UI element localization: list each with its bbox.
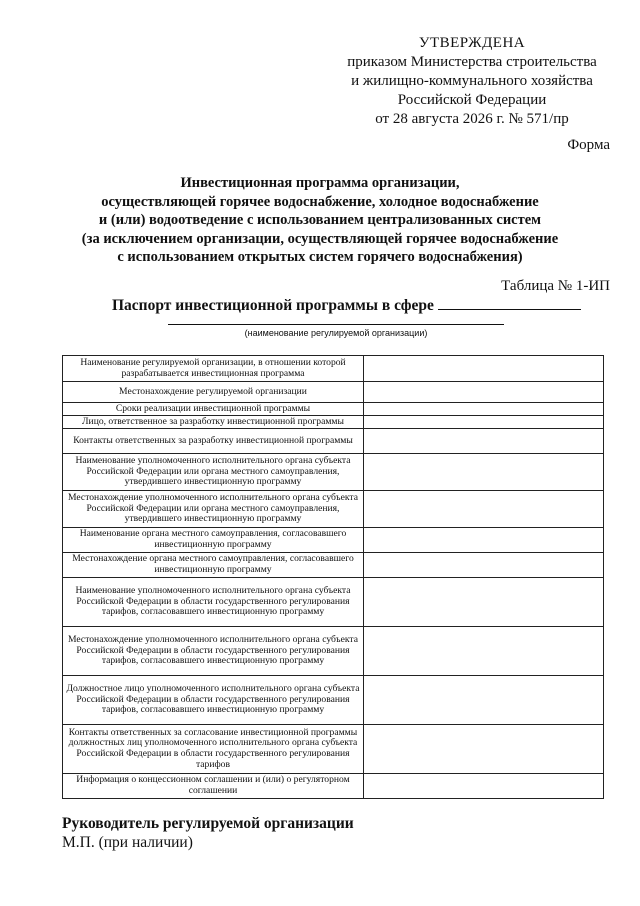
row-value[interactable] [364, 454, 604, 491]
passport-heading-text: Паспорт инвестиционной программы в сфере [112, 297, 434, 314]
row-label: Лицо, ответственное за разработку инвестиционной программы [63, 416, 364, 429]
form-label: Форма [567, 137, 610, 153]
row-value[interactable] [364, 553, 604, 578]
table-row [63, 676, 604, 725]
row-label: Наименование уполномоченного исполнительного органа субъекта Российской Федерации в области государственного регулирования тарифов, согласовавшего инвестиционную программу [63, 578, 364, 627]
row-label: Должностное лицо уполномоченного исполнительного органа субъекта Российской Федерации в области государственного регулирования тарифов, согласовавшего инвестиционную программу [63, 676, 364, 725]
table-row [63, 356, 604, 382]
stamp-note: М.П. (при наличии) [62, 834, 193, 851]
table-row [63, 454, 604, 491]
row-label: Местонахождение уполномоченного исполнительного органа субъекта Российской Федерации или органа местного самоуправления, утвердившего инвестиционную программу [63, 491, 364, 528]
row-value[interactable] [364, 403, 604, 416]
table-row [63, 416, 604, 429]
row-value[interactable] [364, 578, 604, 627]
table-row [63, 578, 604, 627]
title-line: с использованием открытых систем горячего водоснабжения) [117, 249, 523, 266]
row-label: Наименование органа местного самоуправления, согласовавшего инвестиционную программу [63, 528, 364, 553]
row-value[interactable] [364, 491, 604, 528]
organization-name-line [168, 324, 504, 325]
row-value[interactable] [364, 528, 604, 553]
approval-line: Российской Федерации [397, 92, 547, 108]
title-line: осуществляющей горячее водоснабжение, холодное водоснабжение [101, 193, 539, 210]
row-value[interactable] [364, 774, 604, 799]
row-value[interactable] [364, 627, 604, 676]
row-label: Контакты ответственных за согласование инвестиционной программы должностных лиц уполномоченного исполнительного органа субъекта Российской Федерации в области государственного регулирования тарифов [63, 725, 364, 774]
table-row [63, 627, 604, 676]
signature-head: Руководитель регулируемой организации [62, 815, 354, 832]
row-value[interactable] [364, 382, 604, 403]
approval-status: УТВЕРЖДЕНА [418, 35, 526, 51]
table-row [63, 725, 604, 774]
table-row [63, 528, 604, 553]
title-line: Инвестиционная программа организации, [180, 175, 460, 191]
approval-line: и жилищно-коммунального хозяйства [351, 73, 593, 89]
table-number: Таблица № 1-ИП [501, 278, 610, 294]
passport-heading [112, 295, 581, 315]
row-value[interactable] [364, 725, 604, 774]
table-row [63, 403, 604, 416]
row-value[interactable] [364, 429, 604, 454]
table-row [63, 382, 604, 403]
row-label: Наименование уполномоченного исполнительного органа субъекта Российской Федерации или органа местного самоуправления, утвердившего инвестиционную программу [63, 454, 364, 491]
table-row [63, 491, 604, 528]
row-value[interactable] [364, 676, 604, 725]
passport-table [62, 355, 604, 799]
title-line: и (или) водоотведение с использованием централизованных систем [98, 212, 542, 229]
table-row [63, 774, 604, 799]
approval-date: от 28 августа 2026 г. № 571/пр [375, 111, 569, 127]
row-label: Местонахождение регулируемой организации [63, 382, 364, 403]
title-line: (за исключением организации, осуществляющей горячее водоснабжение [81, 230, 559, 247]
approval-block [322, 34, 622, 129]
row-label: Сроки реализации инвестиционной программы [63, 403, 364, 416]
organization-name-hint: (наименование регулируемой организации) [244, 328, 428, 338]
row-label: Наименование регулируемой организации, в отношении которой разрабатывается инвестиционная программа [63, 356, 364, 382]
document-title [60, 174, 580, 267]
sphere-blank-line [438, 295, 581, 310]
row-label: Контакты ответственных за разработку инвестиционной программы [63, 429, 364, 454]
row-value[interactable] [364, 356, 604, 382]
table-row [63, 553, 604, 578]
row-value[interactable] [364, 416, 604, 429]
row-label: Местонахождение уполномоченного исполнительного органа субъекта Российской Федерации в области государственного регулирования тарифов, согласовавшего инвестиционную программу [63, 627, 364, 676]
table-row [63, 429, 604, 454]
approval-line: приказом Министерства строительства [347, 54, 597, 70]
row-label: Информация о концессионном соглашении и (или) о регуляторном соглашении [63, 774, 364, 799]
row-label: Местонахождение органа местного самоуправления, согласовавшего инвестиционную программу [63, 553, 364, 578]
